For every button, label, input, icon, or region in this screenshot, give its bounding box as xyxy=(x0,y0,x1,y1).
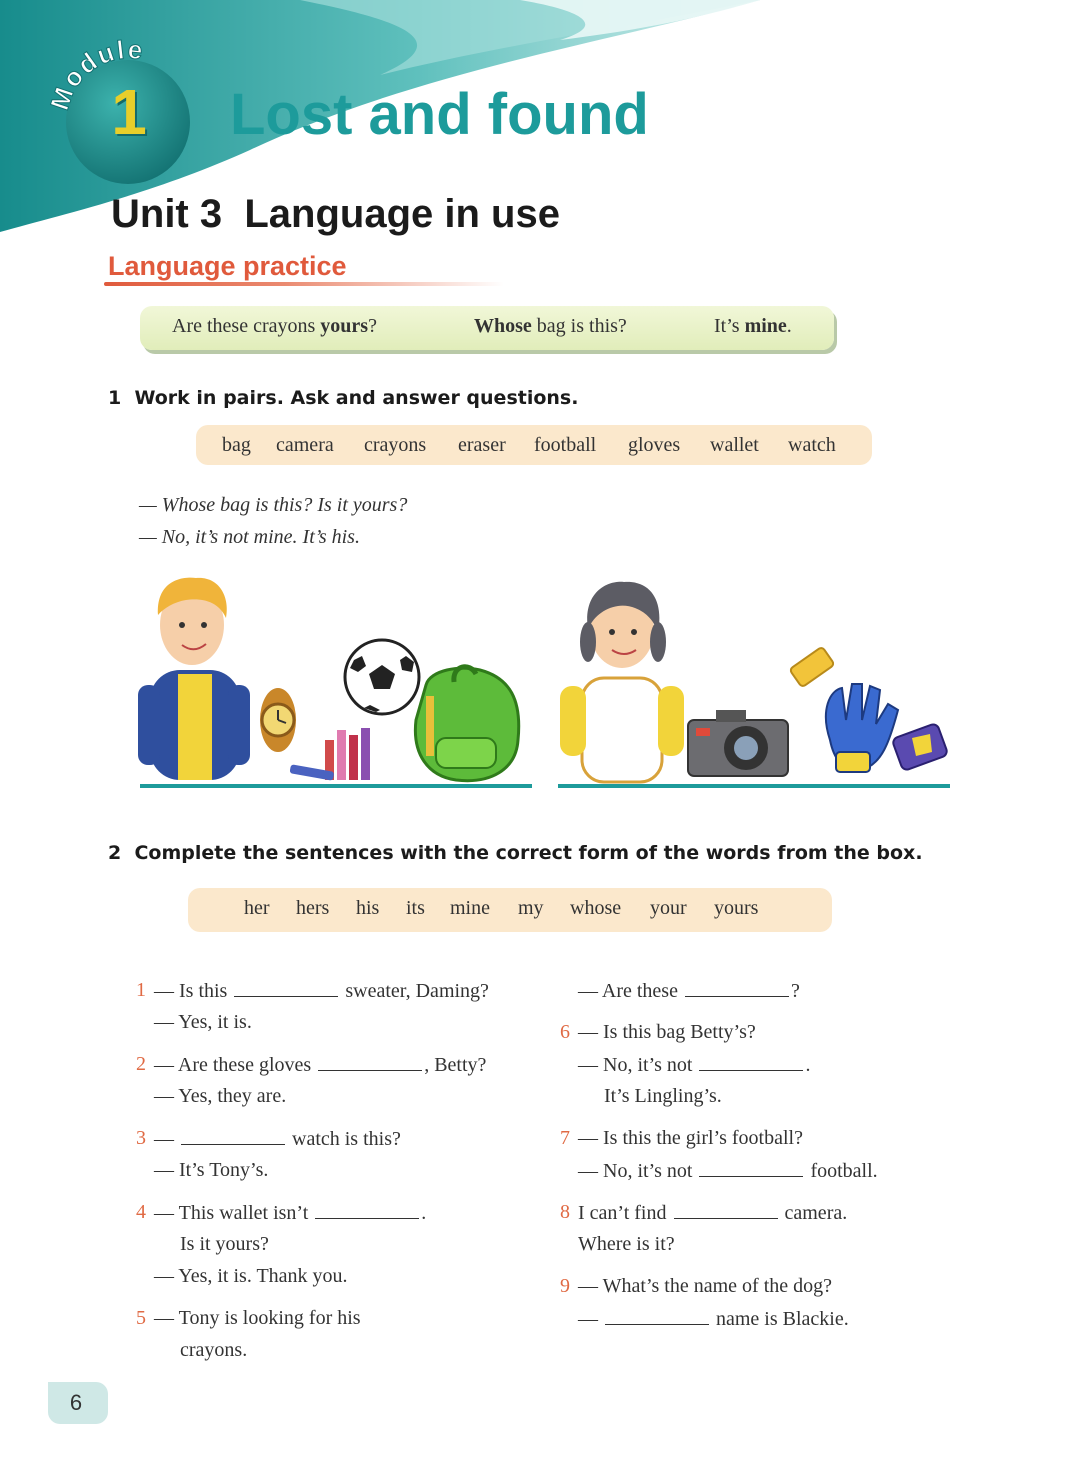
answer-blank[interactable] xyxy=(318,1054,422,1071)
word: my xyxy=(518,897,544,919)
watch-illustration xyxy=(260,688,296,752)
grammar-example-3: It’s mine. xyxy=(714,315,792,337)
gloves-illustration xyxy=(826,684,898,772)
word: yours xyxy=(714,897,759,919)
answer-blank[interactable] xyxy=(699,1054,803,1071)
section-title: Language practice xyxy=(108,251,347,281)
unit-title: Unit 3 Language in use xyxy=(111,192,560,236)
word: whose xyxy=(570,897,622,919)
answer-blank[interactable] xyxy=(685,980,789,997)
word: mine xyxy=(450,897,490,919)
football-illustration xyxy=(345,640,419,714)
word: your xyxy=(650,897,687,919)
camera-illustration xyxy=(688,710,788,776)
exercise-1-illustration xyxy=(130,570,960,800)
exercise-2-heading: 2 Complete the sentences with the correct form of the words from the box. xyxy=(108,842,923,864)
wallet-illustration xyxy=(892,723,949,771)
grammar-example-1: Are these crayons yours? xyxy=(172,315,377,337)
exercise-2-word-box xyxy=(188,888,832,932)
word: his xyxy=(356,897,380,919)
example-dialogue-line-1: — Whose bag is this? Is it yours? xyxy=(139,494,408,516)
word: her xyxy=(244,897,270,919)
answer-blank[interactable] xyxy=(234,980,338,997)
word: watch xyxy=(788,434,836,456)
answer-blank[interactable] xyxy=(315,1202,419,1219)
crayons-illustration xyxy=(289,728,370,781)
exercise-1-word-box xyxy=(196,425,872,465)
word: bag xyxy=(222,434,251,456)
module-number: 1 xyxy=(111,76,147,148)
answer-blank[interactable] xyxy=(605,1308,709,1325)
bag-illustration xyxy=(415,667,518,781)
word: wallet xyxy=(710,434,759,456)
word: eraser xyxy=(458,434,506,456)
girl-illustration xyxy=(560,582,684,782)
module-label: Module xyxy=(44,33,146,114)
word: hers xyxy=(296,897,330,919)
boy-illustration xyxy=(138,578,250,780)
section-underline xyxy=(104,282,504,286)
word: its xyxy=(406,897,425,919)
grammar-example-2: Whose bag is this? xyxy=(474,315,627,337)
word: gloves xyxy=(628,434,681,456)
exercise-1-heading: 1 Work in pairs. Ask and answer questions. xyxy=(108,387,579,409)
word: camera xyxy=(276,434,334,456)
answer-blank[interactable] xyxy=(181,1128,285,1145)
word: crayons xyxy=(364,434,427,456)
eraser-illustration xyxy=(789,647,834,688)
grammar-focus-box xyxy=(140,306,834,350)
example-dialogue-line-2: — No, it’s not mine. It’s his. xyxy=(139,526,360,548)
answer-blank[interactable] xyxy=(699,1160,803,1177)
answer-blank[interactable] xyxy=(674,1202,778,1219)
page-number: 6 xyxy=(69,1390,83,1415)
module-title: Lost and found xyxy=(230,82,649,147)
word: football xyxy=(534,434,597,456)
